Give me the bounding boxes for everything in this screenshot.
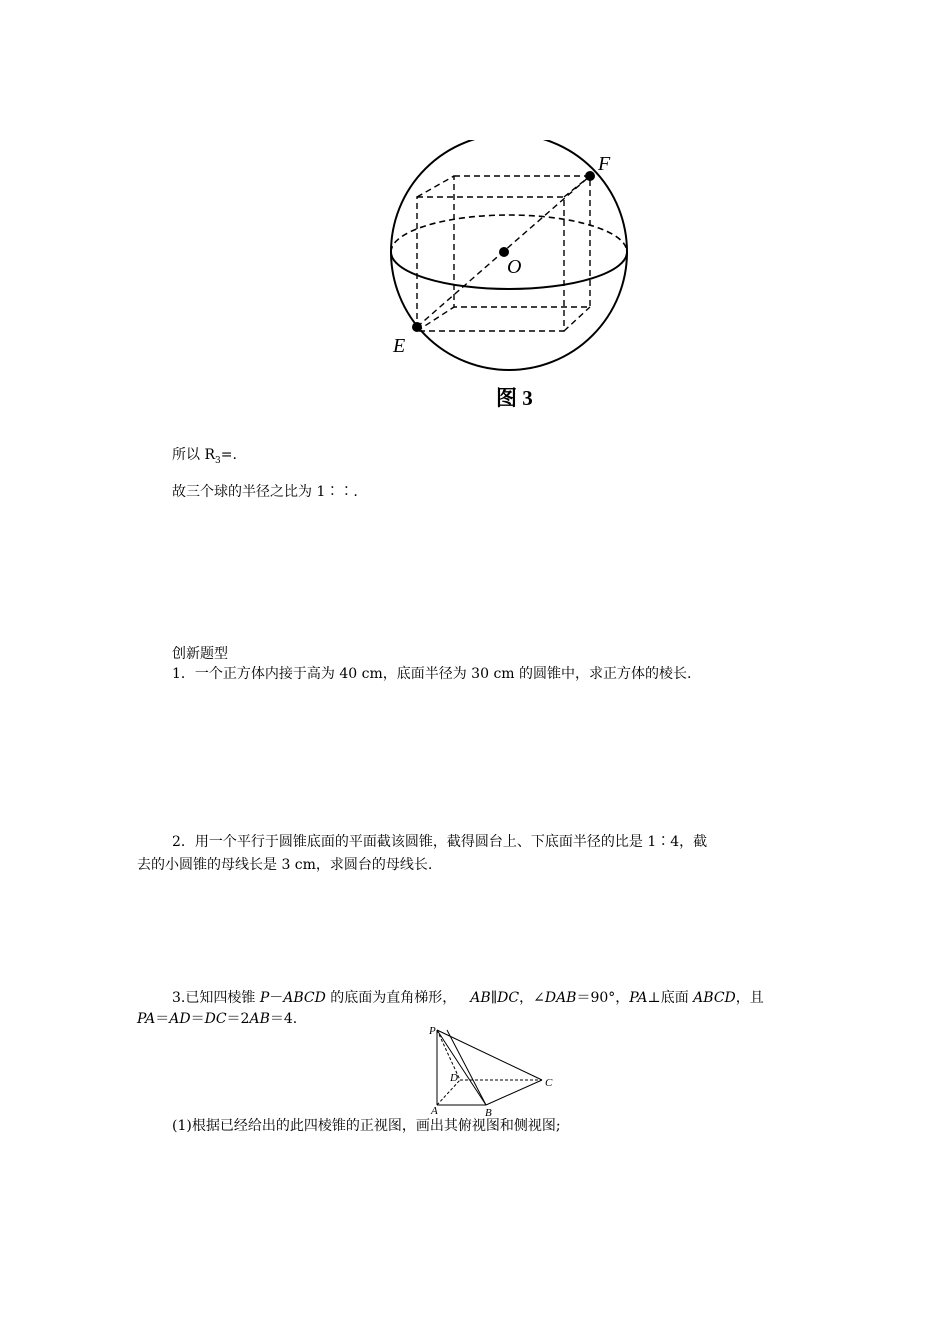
- p3-var: AB: [470, 990, 491, 1006]
- p3-var: DC: [204, 1011, 227, 1027]
- p3-text: ＝: [155, 1011, 170, 1027]
- problem-3-sub-1: (1)根据已经给出的此四棱锥的正视图，画出其俯视图和侧视图;: [172, 1118, 561, 1134]
- p3-var: PA: [137, 1011, 156, 1027]
- r3-prefix: 所以 R: [172, 447, 215, 463]
- p3-text: 的底面为直角梯形，: [325, 990, 457, 1006]
- p3-text: ⊥底面: [647, 990, 694, 1006]
- label-b: B: [485, 1107, 492, 1119]
- p3-text: ∥: [490, 990, 498, 1006]
- p3-text: ，∠: [519, 990, 545, 1006]
- p3-text: ＝: [190, 1011, 205, 1027]
- p3-var: AD: [169, 1011, 191, 1027]
- p3-text: ＝2: [226, 1011, 250, 1027]
- p3-var: P: [259, 990, 270, 1006]
- point-f: [585, 171, 595, 181]
- p3-var: ABCD: [693, 990, 736, 1006]
- label-f: F: [598, 153, 611, 175]
- problem-2-line-2: 去的小圆锥的母线长是 3 cm，求圆台的母线长.: [137, 857, 433, 873]
- problem-1: 1．一个正方体内接于高为 40 cm，底面半径为 30 cm 的圆锥中，求正方体的棱长.: [172, 666, 692, 682]
- radius-ratio: 故三个球的半径之比为 1∶∶.: [172, 484, 358, 500]
- problem-2-line-1: 2．用一个平行于圆锥底面的平面截该圆锥，截得圆台上、下底面半径的比是 1∶4，截: [172, 834, 708, 850]
- p3-text: －: [269, 990, 284, 1006]
- problem-3-line-2: [137, 1008, 297, 1030]
- r3-suffix: =.: [220, 447, 237, 463]
- r3-result: [172, 444, 237, 472]
- p3-text: ＝90°，: [576, 990, 630, 1006]
- p3-var: DC: [497, 990, 520, 1006]
- problem-3-line-1: [172, 987, 764, 1009]
- label-c: C: [545, 1077, 553, 1089]
- r3-subscript: 3: [215, 455, 221, 466]
- p3-text: 3.已知四棱锥: [172, 990, 260, 1006]
- p3-text: ＝4.: [269, 1011, 298, 1027]
- p3-text: ，且: [735, 990, 764, 1006]
- section-title: 创新题型: [172, 646, 228, 662]
- label-o: O: [507, 256, 522, 278]
- label-e: E: [393, 335, 406, 357]
- label-p: P: [429, 1025, 436, 1037]
- p3-var: ABCD: [283, 990, 326, 1006]
- p3-var: PA: [629, 990, 648, 1006]
- p3-var: AB: [249, 1011, 270, 1027]
- label-a: A: [431, 1105, 438, 1117]
- sphere-cube-figure: [380, 140, 640, 415]
- figure-caption: 图 3: [496, 386, 533, 410]
- p3-var: DAB: [544, 990, 577, 1006]
- pyramid-figure: [425, 1020, 560, 1120]
- label-d: D: [450, 1072, 458, 1084]
- point-e: [412, 322, 422, 332]
